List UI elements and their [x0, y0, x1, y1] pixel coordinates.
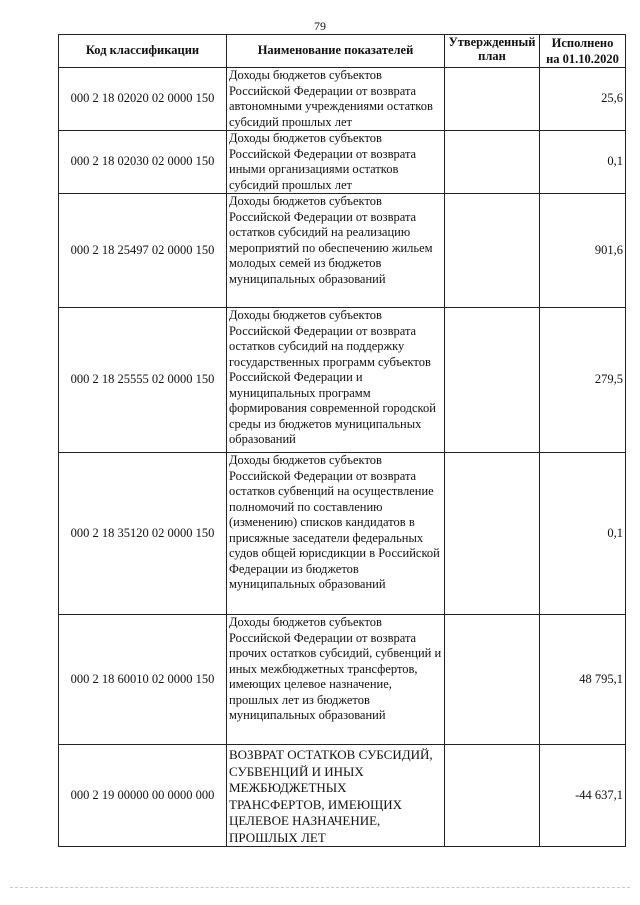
classification-code: 000 2 18 02030 02 0000 150 — [59, 131, 227, 194]
table-row — [59, 68, 626, 131]
executed-value: 279,5 — [540, 308, 626, 453]
header-plan — [445, 35, 540, 68]
table-row — [59, 194, 626, 308]
executed-value: 0,1 — [540, 131, 626, 194]
table-row — [59, 308, 626, 453]
page-number: 79 — [314, 19, 326, 33]
classification-code: 000 2 18 35120 02 0000 150 — [59, 453, 227, 615]
indicator-name: Доходы бюджетов субъектов Российской Федерации от возврата остатков субсидий на реализацию мероприятий по обеспечению жильем молодых семей из бюджетов муниципальных образований — [227, 194, 445, 308]
classification-code: 000 2 18 25555 02 0000 150 — [59, 308, 227, 453]
indicator-name: Доходы бюджетов субъектов Российской Федерации от возврата остатков субсидий на поддержку государственных программ субъектов Российской Федерации и муниципальных программ формирования современной городской среды из бюджетов муниципальных образований — [227, 308, 445, 453]
table-row — [59, 453, 626, 615]
header-plan-line2: план — [478, 49, 506, 63]
executed-value: 25,6 — [540, 68, 626, 131]
classification-code: 000 2 18 25497 02 0000 150 — [59, 194, 227, 308]
executed-value: -44 637,1 — [540, 745, 626, 847]
approved-plan — [445, 453, 540, 615]
footer-divider — [10, 887, 630, 888]
approved-plan — [445, 68, 540, 131]
header-executed-line2: на 01.10.2020 — [546, 52, 619, 66]
indicator-name: Доходы бюджетов субъектов Российской Федерации от возврата остатков субвенций на осуществление полномочий по составлению (изменению) списков кандидатов в присяжные заседатели федеральных судов общей юрисдикции в Российской Федерации из бюджетов муниципальных образований — [227, 453, 445, 615]
header-executed-line1: Исполнено — [551, 36, 614, 50]
indicator-name: ВОЗВРАТ ОСТАТКОВ СУБСИДИЙ, СУБВЕНЦИЙ И ИНЫХ МЕЖБЮДЖЕТНЫХ ТРАНСФЕРТОВ, ИМЕЮЩИХ ЦЕЛЕВОЕ НАЗНАЧЕНИЕ, ПРОШЛЫХ ЛЕТ — [227, 745, 445, 847]
header-plan-line1: Утвержденный — [448, 35, 536, 49]
executed-value: 901,6 — [540, 194, 626, 308]
table-row — [59, 615, 626, 745]
approved-plan — [445, 308, 540, 453]
revenue-table — [58, 34, 626, 847]
classification-code: 000 2 18 02020 02 0000 150 — [59, 68, 227, 131]
classification-code: 000 2 18 60010 02 0000 150 — [59, 615, 227, 745]
table-header-row — [59, 35, 626, 68]
approved-plan — [445, 194, 540, 308]
header-executed — [540, 35, 626, 68]
executed-value: 0,1 — [540, 453, 626, 615]
header-code: Код классификации — [59, 35, 227, 68]
header-name: Наименование показателей — [227, 35, 445, 68]
indicator-name: Доходы бюджетов субъектов Российской Федерации от возврата иными организациями остатков субсидий прошлых лет — [227, 131, 445, 194]
table-row — [59, 131, 626, 194]
approved-plan — [445, 615, 540, 745]
table-row — [59, 745, 626, 847]
indicator-name: Доходы бюджетов субъектов Российской Федерации от возврата автономными учреждениями остатков субсидий прошлых лет — [227, 68, 445, 131]
executed-value: 48 795,1 — [540, 615, 626, 745]
classification-code: 000 2 19 00000 00 0000 000 — [59, 745, 227, 847]
approved-plan — [445, 131, 540, 194]
approved-plan — [445, 745, 540, 847]
indicator-name: Доходы бюджетов субъектов Российской Федерации от возврата прочих остатков субсидий, субвенций и иных межбюджетных трансфертов, имеющих целевое назначение, прошлых лет из бюджетов муниципальных образований — [227, 615, 445, 745]
